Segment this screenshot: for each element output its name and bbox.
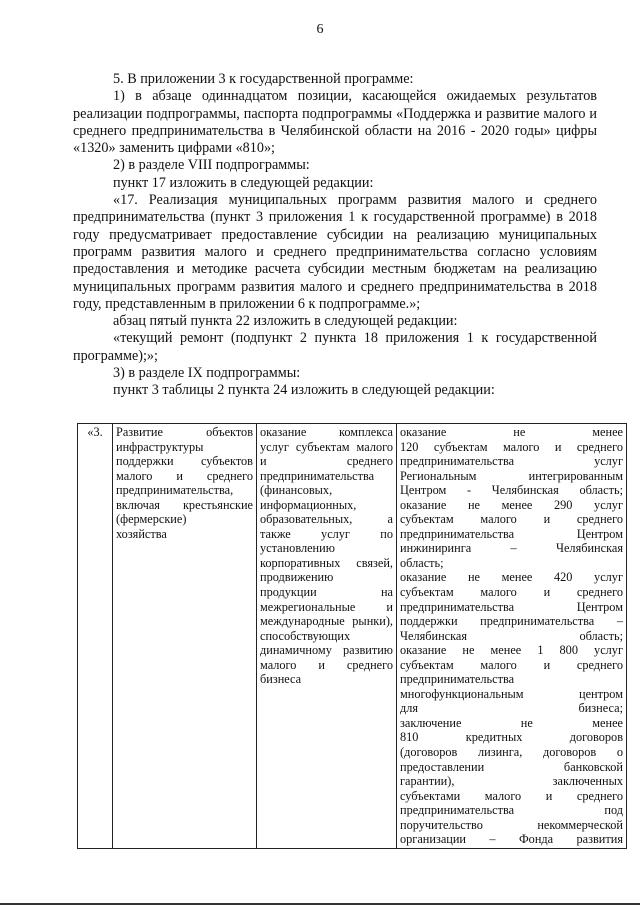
cell-line: оказание не менее — [400, 425, 623, 439]
cell-line: международные рынки), — [260, 614, 393, 629]
cell-line: малого и среднего — [116, 468, 253, 483]
cell-line: инфраструктуры — [116, 439, 204, 454]
paragraph: «текущий ремонт (подпункт 2 пункта 18 приложения 1 к государственной программе);»; — [73, 330, 597, 364]
cell-line: оказание комплекса — [260, 425, 393, 439]
cell-line: Региональным интегрированным — [400, 468, 623, 483]
cell-line: предпринимательства услуг — [400, 454, 623, 469]
cell-line: заключение не менее — [400, 715, 623, 730]
cell-line: образовательных, а — [260, 512, 393, 527]
cell-line: поддержки субъектов — [116, 454, 253, 469]
cell-line: (фермерские) — [116, 512, 187, 527]
cell-line: малого и среднего — [260, 657, 393, 672]
cell-line: 810 кредитных договоров — [400, 730, 623, 745]
cell-line: включая крестьянские — [116, 497, 253, 512]
cell-line: услуг субъектам малого — [260, 439, 393, 454]
cell-line: (финансовых, — [260, 483, 333, 498]
cell-line: поддержки предпринимательства – — [400, 614, 623, 629]
cell-line: субъектам малого и среднего — [400, 657, 623, 672]
cell-line: область; — [400, 555, 444, 570]
cell-line: субъектам малого и среднего — [400, 585, 623, 600]
cell-line: субъектам малого и среднего — [400, 512, 623, 527]
cell-line: хозяйства — [116, 526, 167, 541]
document-body — [73, 71, 597, 400]
cell-line: Развитие объектов — [116, 425, 253, 439]
direction-cell — [113, 424, 257, 849]
table-row — [78, 424, 627, 849]
cell-line: продвижению — [260, 570, 334, 585]
cell-line: организации – Фонда развития — [400, 832, 623, 847]
cell-line: корпоративных связей, — [260, 555, 393, 570]
paragraph: абзац пятый пункта 22 изложить в следующей редакции: — [113, 313, 458, 330]
paragraph: пункт 3 таблицы 2 пункта 24 изложить в следующей редакции: — [113, 382, 495, 399]
cell-line: способствующих — [260, 628, 351, 643]
row-number-cell: «3. — [78, 424, 113, 849]
cell-line: (договоров лизинга, договоров о — [400, 745, 623, 760]
cell-line: предоставлении банковской — [400, 759, 623, 774]
cell-line: предпринимательства под — [400, 803, 623, 818]
cell-line: оказание не менее 290 услуг — [400, 497, 623, 512]
paragraph: 5. В приложении 3 к государственной программе: — [113, 71, 414, 87]
cell-line: предпринимательства Центром — [400, 526, 623, 541]
cell-line: информационных, — [260, 497, 357, 512]
paragraph: «17. Реализация муниципальных программ развития малого и среднего предпринимательства (пункт 3 приложения 1 к государственной программе) в 2018 году предусматривает предоставление субсидии на реализацию муниципальных программ развития малого и среднего предпринимательства согласно условиям предоставления и методике расчета субсидии местным бюджетам на реализацию муниципальных программ развития малого и среднего предпринимательства в 2018 году, представленным в приложении 6 к подпрограмме.»; — [73, 192, 597, 312]
cell-line: гарантии), заключенных — [400, 774, 623, 789]
cell-line: предпринимательства — [260, 468, 375, 483]
cell-line: продукции на — [260, 585, 393, 600]
cell-line: Челябинская область; — [400, 628, 623, 643]
cell-line: 120 субъектам малого и среднего — [400, 439, 623, 454]
cell-line: оказание не менее 1 800 услуг — [400, 643, 623, 658]
cell-line: инжиниринга – Челябинская — [400, 541, 623, 556]
cell-line: и среднего — [260, 454, 393, 469]
cell-line: установлению — [260, 541, 335, 556]
page-number: 6 — [316, 22, 324, 37]
cell-line: бизнеса — [260, 672, 302, 687]
activity-cell — [257, 424, 397, 849]
paragraph: 2) в разделе VIII подпрограммы: — [113, 157, 310, 174]
paragraph: 3) в разделе IX подпрограммы: — [113, 365, 301, 382]
cell-line: оказание не менее 420 услуг — [400, 570, 623, 585]
cell-line: предпринимательства Центром — [400, 599, 623, 614]
cell-line: поручительство некоммерческой — [400, 817, 623, 832]
results-cell — [397, 424, 627, 849]
results-table — [77, 423, 627, 849]
cell-line: динамичному развитию — [260, 643, 393, 658]
cell-line: субъектами малого и среднего — [400, 788, 623, 803]
cell-line: Центром - Челябинская область; — [400, 483, 623, 498]
cell-line: предпринимательства — [400, 672, 515, 687]
paragraph: 1) в абзаце одиннадцатом позиции, касающейся ожидаемых результатов реализации подпрограммы, паспорта подпрограммы «Поддержка и развитие малого и среднего предпринимательства в Челябинской области на 2016 - 2020 годы» цифры «1320» заменить цифрами «810»; — [73, 88, 597, 157]
cell-line: межрегиональные и — [260, 599, 393, 614]
cell-line: многофункциональным центром — [400, 686, 623, 701]
cell-line: предпринимательства, — [116, 483, 234, 498]
cell-line: также услуг по — [260, 526, 393, 541]
cell-line: для бизнеса; — [400, 701, 623, 716]
paragraph: пункт 17 изложить в следующей редакции: — [113, 174, 374, 191]
